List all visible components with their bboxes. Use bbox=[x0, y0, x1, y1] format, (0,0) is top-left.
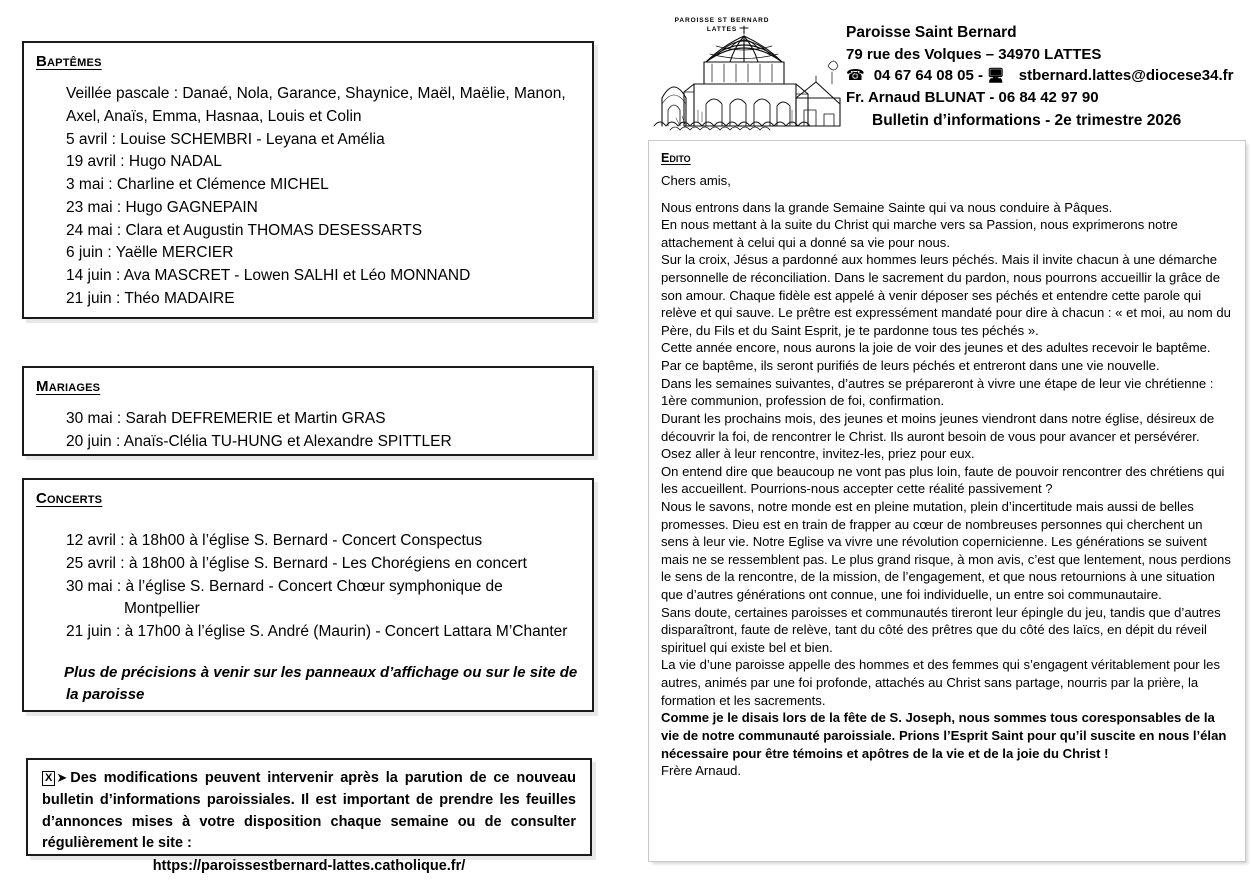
logo-caption bbox=[658, 16, 786, 35]
parish-contact-block bbox=[846, 22, 1246, 108]
list-item: 23 mai : Hugo GAGNEPAIN bbox=[66, 198, 258, 216]
concerts-entries bbox=[36, 530, 580, 644]
edito-title: Edito bbox=[661, 151, 691, 165]
baptemes-title: Baptêmes bbox=[36, 53, 102, 70]
logo-caption-line2: LATTES bbox=[706, 26, 738, 34]
mariages-panel bbox=[22, 366, 594, 456]
list-item: 5 avril : Louise SCHEMBRI - Leyana et Amélia bbox=[66, 130, 385, 148]
edito-signature: Frère Arnaud. bbox=[661, 763, 742, 779]
parish-name: Paroisse Saint Bernard bbox=[846, 24, 1017, 41]
list-item: 3 mai : Charline et Clémence MICHEL bbox=[66, 176, 329, 194]
parish-email[interactable]: stbernard.lattes@diocese34.fr bbox=[1018, 67, 1234, 85]
list-item: 21 juin : Théo MADAIRE bbox=[66, 290, 235, 308]
edito-paragraph: La vie d’une paroisse appelle des hommes et des femmes qui s’engagent véritablement pour les autres, animés par une foi profonde, attachés au Christ sans partage, nourris par la prière, la formation et les sacrements. bbox=[661, 657, 1220, 708]
right-column bbox=[636, 0, 1252, 886]
edito-closing: Comme je le disais lors de la fête de S. Joseph, nous sommes tous coresponsables de la vie de notre communauté paroissiale. Prions l’Esprit Saint pour qu’il suscite en nous l’élan nécessaire pour être témoins et apôtres de la vie et de la joie du Christ ! bbox=[661, 710, 1227, 761]
parish-website-link[interactable]: https://paroissestbernard-lattes.catholique.fr/ bbox=[152, 858, 466, 874]
concerts-footnote-line1: Plus de précisions à venir sur les panneaux d’affichage ou sur le site de bbox=[64, 663, 578, 681]
edito-paragraph: Sur la croix, Jésus a pardonné aux hommes leurs péchés. Mais il invite chacun à une démarche personnelle de réconciliation. Dans le sacrement du pardon, nous pourrons accueillir la grâce de son amour. Chaque fidèle est appelé à venir déposer ses péchés et entendre cette parole qui relève et qui sauve. Le prêtre est expressément mandaté pour dire à chacun : « et moi, au nom du Père, du Fils et du Saint Esprit, je te pardonne tous tes péchés ». bbox=[661, 252, 1231, 338]
list-item: 30 mai : à l’église S. Bernard - Concert Chœur symphonique de bbox=[66, 577, 503, 595]
edito-paragraph: En nous mettant à la suite du Christ qui marche vers sa Passion, nous exprimerons notre attachement à celui qui a donné sa vie pour nous. bbox=[661, 217, 1178, 250]
edito-paragraph: Dans les semaines suivantes, d’autres se prépareront à vivre une étape de leur vie chrétienne : 1ère communion, profession de foi, confirmation. bbox=[661, 375, 1214, 409]
list-item: 14 juin : Ava MASCRET - Lowen SALHI et Léo MONNAND bbox=[66, 267, 471, 285]
concerts-panel bbox=[22, 478, 594, 712]
edito-paragraph: Nous le savons, notre monde est en pleine mutation, plein d’incertitude mais aussi de belles promesses. Dieu est en train de frapper au cœur de nombreuses personnes qui cherchent un sens à leur vie. Notre Eglise va vivre une révolution copernicienne. Les générations se suivent mais ne se ressemblent pas. Le plus grand risque, à mon avis, c’est que lentement, nous perdions le sens de la rencontre, de la mission, de l’engagement, et que nous retournions à une situation que d’autres générations ont connue, une foi individuelle, un entre soi communautaire. bbox=[661, 498, 1231, 603]
baptemes-panel bbox=[22, 41, 594, 319]
bulletin-subtitle: Bulletin d’informations - 2e trimestre 2026 bbox=[872, 112, 1182, 129]
mariages-entries bbox=[36, 408, 580, 454]
boxed-x-icon: X bbox=[42, 771, 55, 786]
edito-greeting: Chers amis, bbox=[661, 173, 731, 188]
concerts-footnote-line2: la paroisse bbox=[66, 685, 145, 703]
parish-priest: Fr. Arnaud BLUNAT - 06 84 42 97 90 bbox=[846, 88, 1099, 106]
edito-paragraph: Nous entrons dans la grande Semaine Sainte qui va nous conduire à Pâques. bbox=[661, 199, 1113, 215]
parish-phone: 04 67 64 08 05 - bbox=[873, 67, 983, 85]
logo-caption-line1: PAROISSE ST BERNARD bbox=[674, 17, 770, 24]
list-item: 12 avril : à 18h00 à l’église S. Bernard - Concert Conspectus bbox=[66, 532, 483, 549]
list-item: 25 avril : à 18h00 à l’église S. Bernard - Les Chorégiens en concert bbox=[66, 554, 527, 572]
edito-paragraph: Cette année encore, nous aurons la joie de voir des jeunes et des adultes recevoir le baptême. Par ce baptême, ils seront purifiés de leurs péchés et entreront dans une vie nouvelle. bbox=[661, 340, 1211, 374]
list-item: 20 juin : Anaïs-Clélia TU-HUNG et Alexandre SPITTLER bbox=[66, 432, 452, 450]
notice-text bbox=[28, 760, 590, 884]
monitor-icon: 🖥 bbox=[986, 67, 1005, 84]
list-item: 24 mai : Clara et Augustin THOMAS DESESSARTS bbox=[66, 221, 423, 239]
parish-logo bbox=[646, 6, 842, 132]
parish-address: 79 rue des Volques – 34970 LATTES bbox=[846, 46, 1102, 63]
notice-panel bbox=[26, 758, 592, 874]
concerts-title: Concerts bbox=[36, 490, 103, 507]
list-item: 21 juin : à 17h00 à l’église S. André (Maurin) - Concert Lattara M’Chanter bbox=[66, 623, 568, 641]
edito-paragraph: On entend dire que beaucoup ne vont pas plus loin, faute de pouvoir rencontrer des chrétiens qui les accueillent. Pourrions-nous accepter cette réalité passivement ? bbox=[661, 463, 1225, 497]
bulletin-header bbox=[640, 2, 1248, 138]
list-item: 30 mai : Sarah DEFREMERIE et Martin GRAS bbox=[66, 410, 386, 427]
notice-body: Des modifications peuvent intervenir après la parution de ce nouveau bulletin d’informations paroissiales. Il est important de prendre les feuilles d’annonces mises à votre disposition chaque semaine ou de consulter régulièrement le site : bbox=[42, 770, 576, 852]
edito-panel bbox=[648, 140, 1246, 862]
list-item: Veillée pascale : Danaé, Nola, Garance, Shaynice, Maël, Maëlie, Manon, Axel, Anaïs, Emma, Hasnaa, Louis et Colin bbox=[66, 85, 566, 125]
list-item: 19 avril : Hugo NADAL bbox=[66, 153, 222, 171]
mariages-title: Mariages bbox=[36, 378, 101, 395]
phone-icon: ☎ bbox=[846, 67, 864, 85]
baptemes-entries bbox=[36, 83, 580, 311]
pointer-arrow-icon: ➤ bbox=[56, 770, 68, 785]
list-item-continuation: Montpellier bbox=[124, 600, 200, 618]
edito-paragraph: Durant les prochains mois, des jeunes et moins jeunes viendront dans notre église, désireux de découvrir la foi, de rencontrer le Christ. Ils auront besoin de vous pour avancer et persévérer. Osez aller à leur rencontre, invitez-les, priez pour eux. bbox=[661, 410, 1215, 462]
edito-body bbox=[661, 172, 1233, 780]
list-item: 6 juin : Yaëlle MERCIER bbox=[66, 244, 234, 262]
concerts-footnote bbox=[36, 662, 580, 706]
edito-paragraph: Sans doute, certaines paroisses et communautés tireront leur épingle du jeu, tandis que d’autres disparaîtront, faute de relève, tant du côté des prêtres que du côté des laïcs, en dépit du réveil spirituel qui existe bel et bien. bbox=[661, 604, 1221, 655]
parish-phone-email-row bbox=[846, 65, 1246, 86]
